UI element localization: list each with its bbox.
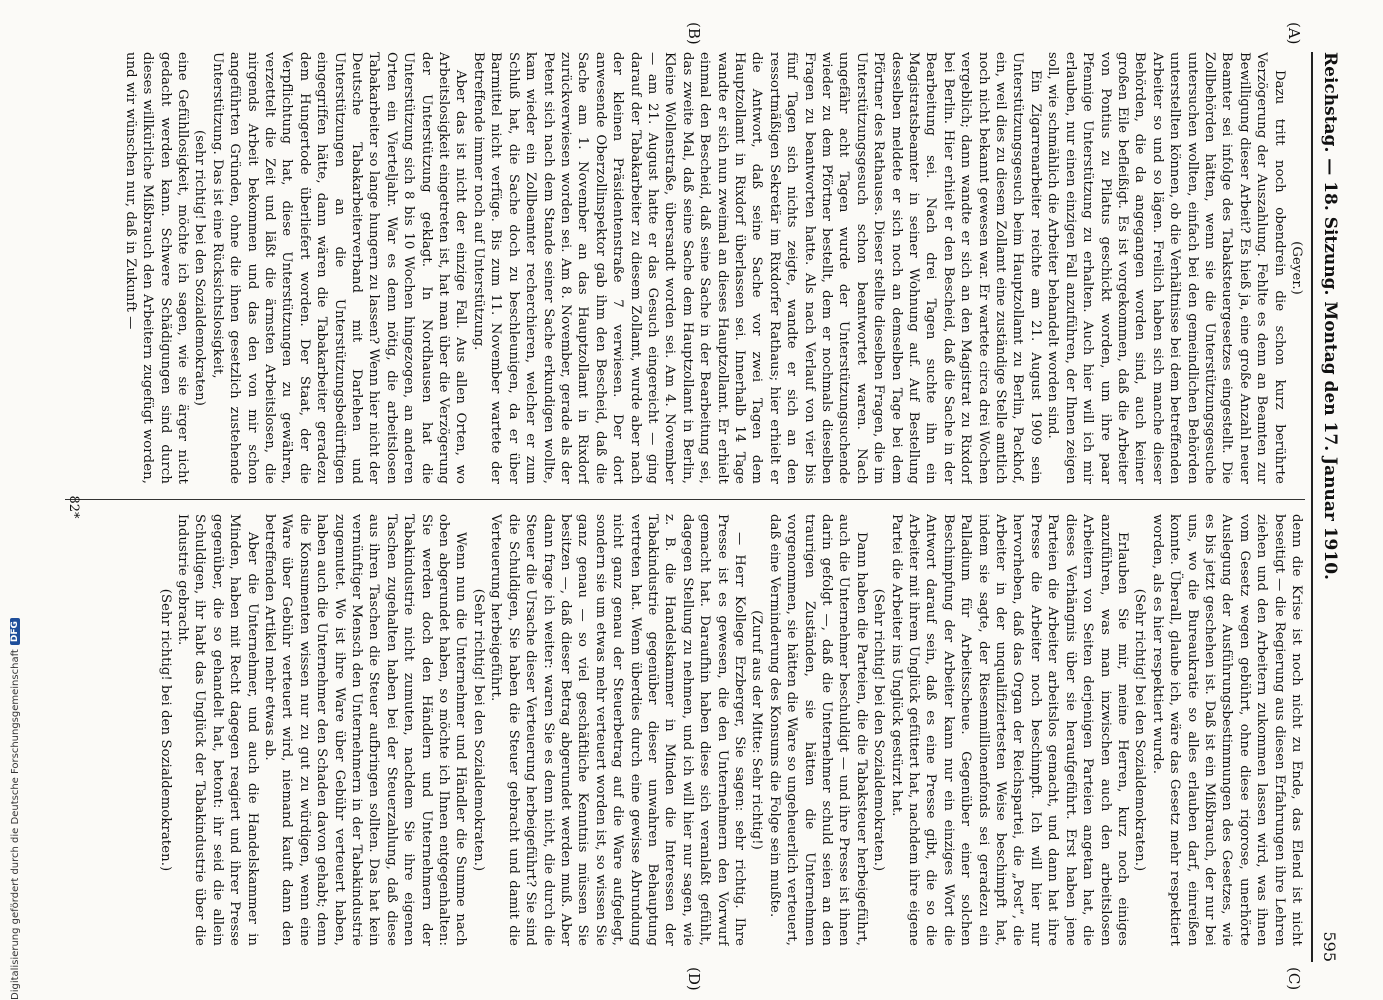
interjection: (Sehr richtig! bei den Sozialdemokraten.) (157, 588, 173, 872)
page-number: 595 (1320, 931, 1340, 962)
running-header (1317, 52, 1343, 962)
paragraph: Aber das ist nicht der einzige Fall. Aus allen Orten, wo Arbeitslosigkeit eingetreten ist, hat man über die Verzögerung der Unterstützung geklagt. In Nordhausen hat die Unterstützung sich 8 bis 10 Wochen hingezogen, an anderen Orten ein Vierteljahr. War es denn nötig, die arbeitslosen Tabakarbeiter so lange hungern zu lassen? Wenn hier nicht der Deutsche Tabakarbeiterverband mit Darlehen und Unterstützungen an die Unterstützungsbedürftigen eingegriffen hätte, dann wären die Tabakarbeiter geradezu dem Hungertode überliefert worden. Der Staat, der die Verpflichtung hat, diese Unterstützungen zu gewähren, verzettelt die Zeit und läßt die ärmsten Arbeitslosen, die nirgends Arbeit bekommen und das den von mir schon angeführten Gründen, ohne die ihnen gesetzlich zustehende Unterstützung. Das ist eine Rücksichtslosigkeit, (209, 52, 469, 484)
paragraph: Ein Zigarrenarbeiter reichte am 21. August 1909 sein Unterstützungsgesuch beim Hauptzollamt zu Berlin, Packhof, ein, weil dies zu diesem Zollamt eine zuständige Stelle amtlich noch nicht bekannt gewesen war. Er wartete circa drei Wochen vergeblich; dann wandte er sich an den Magistrat zu Rixdorf bei Berlin. Hier erhielt er den Bescheid, daß die Sache in der Bearbeitung sei. Nach drei Tagen suchte ihn ein Magistratsbeamter in seiner Wohnung auf. Auf Bestellung desselben meldete er sich noch an demselben Tage bei dem Pförtner des Rathauses. Dieser stellte dieselben Fragen, die im Unterstützungsgesuch schon beantwortet waren. Nach ungefähr acht Tagen wurde der Unterstützungsuchende wieder zu dem Pförtner bestellt, dem er nochmals dieselben Fragen zu beantworten hatte. Als nach Verlauf von vier bis fünf Tagen sich nichts zeigte, wandte er sich an den ressortmäßigen Sekretär im Rixdorfer Rathaus; hier erhielt er die Antwort, daß seine Sache vor zwei Tagen dem Hauptzollamt in Rixdorf überlassen sei. Innerhalb 14 Tage wandte er sich nun zweimal an dieses Hauptzollamt. Er erhielt einmal den Bescheid, daß seine Sache in der Bearbeitung sei, das zweite Mal, daß seine Sache dem Hauptzollamt in Berlin, Kleine Wollenstraße, übersandt worden sei. Am 4. November — am 21. August hatte er das Gesuch eingereicht — ging darauf der Tabakarbeiter zu diesem Zollamt, wurde aber nach der kleinen Präsidentenstraße 7 verwiesen. Der dort anwesende Oberzollinspektor gab ihm den Bescheid, daß die Sache am 1. November an das Hauptzollamt in Rixdorf zurückverwiesen worden sei. Am 8. November, gerade als der Petent sich nach dem Stande seiner Sache erkundigen wollte, kam wieder ein Zollbeamter recherchieren, welcher er zum Schluß hat, die Sache doch zu beschleunigen, da er über Barmittel nicht verfüge. Bis zum 11. November wartete der Betreffende immer noch auf Unterstützung. (470, 52, 1043, 484)
paragraph: Aber die Unternehmer, und auch die Handelskammer in Minden, haben mit Recht dagegen reagiert und ihrer Presse gegenüber, die so gehandelt hat, betont: ihr seid die allein Schuldigen, ihr habt das Unglück der Tabakindustrie über die Industrie gebracht. (175, 514, 260, 946)
interjection: (Sehr richtig! bei den Sozialdemokraten.) (470, 588, 486, 872)
interjection: (sehr richtig! bei den Sozialdemokraten) (192, 130, 208, 406)
margin-letter-b: (B) (685, 22, 703, 45)
margin-letter-a: (A) (1285, 22, 1303, 45)
funding-note (8, 0, 22, 1000)
column-divider (65, 499, 1305, 500)
paragraph: Dazu tritt noch obendrein die schon kurz berührte Verzögerung der Auszahlung. Fehlte es denn an Beamten zur Bewilligung dieser Arbeit? Es hieß ja, eine große Anzahl neuer Beamter sei infolge des Tabaksteuergesetzes eingestellt. Die Zollbehörden hätten, wenn sie die Unterstützungsgesuche untersuchen wollten, einfach bei den gemeindlichen Behörden unterstellten können, ob die Verhältnisse bei dem betreffenden Arbeiter so und so lägen. Freilich haben sich manche dieser Behörden, die da angegangen worden sind, auch keiner großen Eile befleißigt. Es ist vorgekommen, daß die Arbeiter von Pontius zu Pilatus geschickt worden, um ihre paar Pfennige Unterstützung zu erhalten. Auch hier will ich mir erlauben, nur einen einzigen Fall anzuführen, der Ihnen zeigen soll, wie schmählich die Arbeiter behandelt worden sind. (1045, 52, 1287, 484)
interjection: (Sehr richtig! bei den Sozialdemokraten.) (871, 588, 887, 872)
interjection: (Geyer.) (1289, 241, 1304, 295)
header-rule (1311, 52, 1313, 962)
margin-letter-d: (D) (685, 967, 703, 991)
paragraph: eine Gefühllosigkeit, möchte ich sagen, wie sie ärger nicht gedacht werden kann. Schwere Schädigungen sind durch dieses willkürliche Mißbrauch den Arbeitern zugefügt worden, und wir wünschen nur, daß in Zukunft — (122, 52, 190, 484)
header-title: Reichstag. — 18. Sitzung. Montag den 17. Januar 1910. (1320, 52, 1340, 580)
rotated-page-content (53, 22, 1343, 991)
right-column (65, 514, 1305, 946)
paragraph: Dann haben die Parteien, die die Tabaksteuer herbeigeführt, auch die Unternehmer beschuldigt — und ihre Presse ist ihnen darin gefolgt —, daß die Unternehmer schuld seien an den traurigen Zuständen, sie hätten die Unternehmen vorgenommen, sie hätten die Ware so ungeheuerlich verteuert, daß eine Verminderung des Konsums die Folge sein mußte. (766, 514, 869, 946)
paragraph: Erlauben Sie mir, meine Herren, kurz noch einiges anzuführen, was man inzwischen auch den arbeitslosen Arbeitern von Seiten derjenigen Parteien angetan hat, die dieses Verhängnis über sie heraufgeführt. Erst haben jene Parteien die Arbeiter arbeitslos gemacht, und dann hat ihre Presse die Arbeiter noch beschimpft. Ich will hier nur hervorheben, daß das Organ der Reichspartei, die „Post“, die Arbeiter in der unqualifiziertesten Weise beschimpft hat, indem sie sagte, der Riesenmillionenfonds sei geradezu ein Palladium für Arbeitsscheue. Gegenüber einer solchen Beschimpfung der Arbeiter kann nur ein einziges Wort die Antwort darauf sein, daß es eine Presse gibt, die so die Arbeiter mit ihrem Unglück gefüttert hat, nachdem ihre eigene Partei die Arbeiter ins Unglück gestürzt hat. (888, 514, 1130, 946)
left-column (65, 52, 1305, 484)
paragraph: — Herr Kollege Erzberger, Sie sagen: sehr richtig. Ihre Presse ist es gewesen, die den Unternehmern den Vorwurf gemacht hat. Daraufhin haben diese sich veranlaßt gefühlt, dagegen Stellung zu nehmen, und ich will hier nur sagen, wie z. B. die Handelskammer in Minden die Interessen der Tabakindustrie gegenüber dieser unwahren Behauptung vertreten hat. Wenn überdies durch eine gewisse Abrundung nicht ganz genau der Steuerbetrag auf die Ware aufgelegt, sondern sie um etwas mehr verteuert worden ist, so wissen Sie ganz genau — so viel geschäftliche Kenntnis müssen Sie besitzen —, daß dieser Betrag abgerundet werden muß. Aber dann frage ich weiter: waren Sie es denn nicht, die durch die Steuer die Ursache dieser Verteuerung herbeigeführt? Sie sind die Schuldigen, Sie haben die Steuer gebracht und damit die Verteuerung herbeigeführt. (488, 514, 747, 946)
signature-mark: 82* (66, 495, 81, 519)
paragraph: denn die Krise ist noch nicht zu Ende, das Elend ist nicht beseitigt — die Regierung aus diesen Erfahrungen ihre Lehren ziehen und den Arbeitern zukommen lassen wird, was ihnen vom Gesetz wegen gebührt, ohne diese rigorose, unerhörte Auslegung der Ausführungsbestimmungen des Gesetzes, wie es bis jetzt geschehen ist. Daß ist ein Mißbrauch, der nur bei uns, wo die Bureaukratie so alles erlauben darf, einreißen konnte. Überall, glaube ich, wäre das Gesetz mehr respektiert worden, als es hier respektiert wurde. (1149, 514, 1304, 946)
funding-note-text: Digitalisierung gefördert durch die Deutsche Forschungsgemeinschaft (9, 649, 21, 1000)
interjection: (Zuruf aus der Mitte: Sehr richtig!) (749, 610, 765, 850)
margin-letter-c: (C) (1285, 967, 1303, 991)
paragraph: Wenn nun die Unternehmer und Händler die Summe nach oben abgerundet haben, so möchte ich Ihnen entgegenhalten: Sie werden doch den Händlern und Unternehmern der Tabakindustrie nicht zumuten, nachdem Sie ihre eigenen Taschen zugehalten haben bei der Steuerzahlung, daß diese aus ihren Taschen die Steuer aufbringen sollten. Das hat kein vernünftiger Mensch den Unternehmern in der Tabakindustrie zugemutet. Wo ist ihre Ware über Gebühr verteuert haben, haben auch die Unternehmer den Schaden davon gehabt; denn die Konsumenten wissen nur zu gut zu würdigen, wenn eine Ware über Gebühr verteuert wird, niemand kauft dann den betreffenden Artikel mehr etwas ab. (262, 514, 469, 946)
dfg-logo: DFG (10, 618, 20, 645)
interjection: (Sehr richtig! bei den Sozialdemokraten.) (1132, 588, 1148, 872)
